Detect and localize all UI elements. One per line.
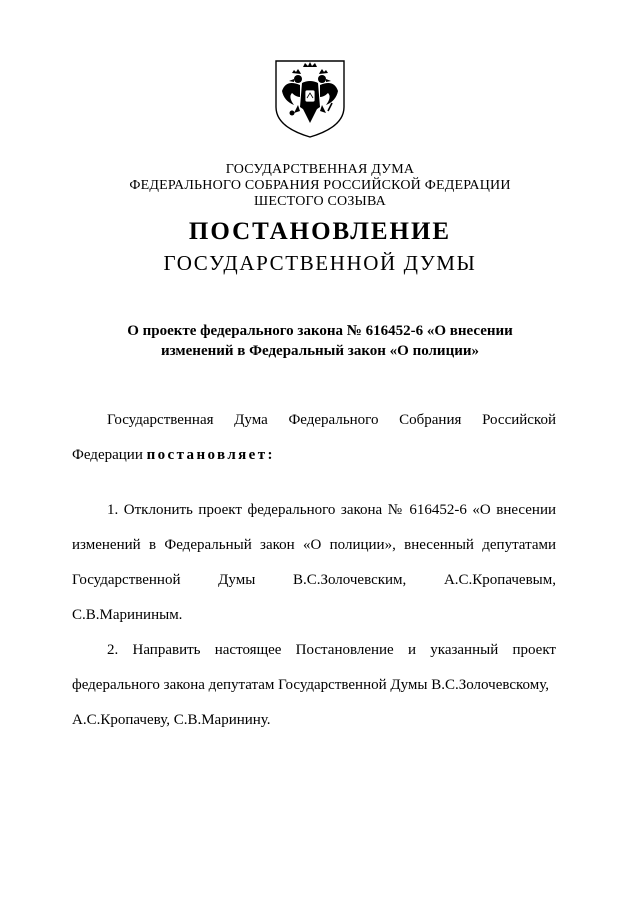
preamble-prefix: Федерации	[72, 447, 147, 463]
document-type-title: ПОСТАНОВЛЕНИЕ	[188, 218, 452, 245]
item-2-line-3: А.С.Кропачеву, С.В.Маринину.	[72, 712, 271, 728]
header-line-duma: ГОСУДАРСТВЕННАЯ ДУМА	[225, 162, 415, 177]
subject-line-1: О проекте федерального закона № 616452-6 «О внесении	[127, 323, 513, 339]
item-2-line-1: 2. Направить настоящее Постановление и указанный проект	[107, 642, 556, 658]
item-2-line-2: федерального закона депутатам Государственной Думы В.С.Золочевскому,	[72, 677, 549, 693]
item-1-line-4: С.В.Марининым.	[72, 607, 183, 623]
preamble-line-1: Государственная Дума Федерального Собрания Российской	[107, 412, 556, 428]
preamble-line-2	[72, 447, 275, 464]
header-line-convocation: ШЕСТОГО СОЗЫВА	[254, 194, 386, 209]
header-line-assembly: ФЕДЕРАЛЬНОГО СОБРАНИЯ РОССИЙСКОЙ ФЕДЕРАЦИИ	[129, 178, 511, 193]
document-issuer-title: ГОСУДАРСТВЕННОЙ ДУМЫ	[163, 251, 477, 275]
item-1-line-3: Государственной Думы В.С.Золочевским, А.С.Кропачевым,	[72, 572, 556, 588]
resolution-verb: постановляет:	[146, 447, 275, 463]
item-1-line-1: 1. Отклонить проект федерального закона № 616452-6 «О внесении	[107, 502, 556, 518]
subject-line-2: изменений в Федеральный закон «О полиции»	[160, 343, 480, 359]
state-emblem-icon	[270, 57, 350, 139]
item-1-line-2: изменений в Федеральный закон «О полиции», внесенный депутатами	[72, 537, 556, 553]
